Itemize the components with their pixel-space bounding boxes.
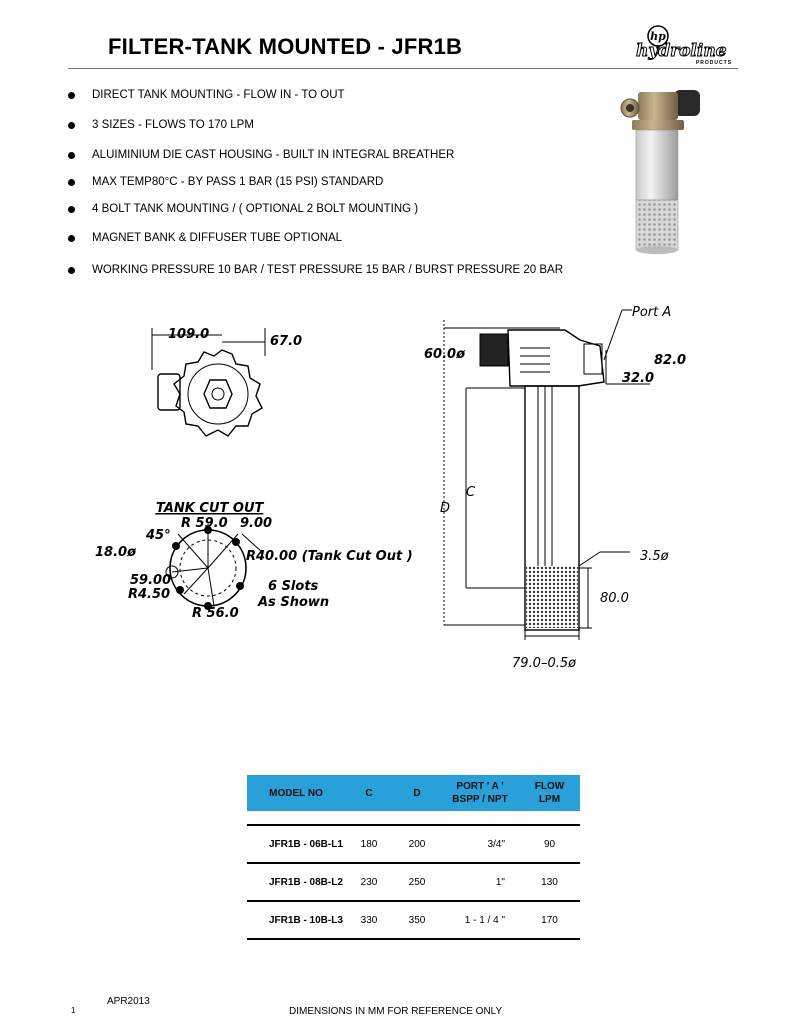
mounting-flange xyxy=(632,120,684,130)
dim-r59: R 59.0 xyxy=(181,516,228,531)
top-view xyxy=(152,328,265,436)
table-row xyxy=(247,825,580,863)
spec-table xyxy=(247,775,580,940)
feature-text: ALUIMINIUM DIE CAST HOUSING - BUILT IN INTEGRAL BREATHER xyxy=(92,149,455,161)
col-port-line2: BSPP / NPT xyxy=(452,794,508,805)
bullet-icon xyxy=(68,92,75,99)
page-number: 1 xyxy=(71,1006,76,1015)
dim-60-dia: 60.0ø xyxy=(424,347,466,362)
dim-9: 9.00 xyxy=(240,516,273,531)
feature-item xyxy=(68,149,454,161)
diffuser-mesh xyxy=(636,200,678,250)
tank-cutout-heading: TANK CUT OUT xyxy=(156,501,264,516)
feature-item xyxy=(68,203,418,215)
cell-port: 3/4" xyxy=(441,825,519,863)
feature-text: WORKING PRESSURE 10 BAR / TEST PRESSURE 15 BAR / BURST PRESSURE 20 BAR xyxy=(92,264,564,276)
footer-date: APR2013 xyxy=(107,996,150,1007)
feature-text: MAX TEMP80°C - BY PASS 1 BAR (15 PSI) STANDARD xyxy=(92,176,384,188)
filter-bowl xyxy=(636,130,678,200)
cell-c: 180 xyxy=(345,825,393,863)
feature-text: MAGNET BANK & DIFFUSER TUBE OPTIONAL xyxy=(92,232,343,244)
bullet-icon xyxy=(68,179,75,186)
cell-model: JFR1B - 10B-L3 xyxy=(247,901,345,939)
dim-45deg: 45° xyxy=(146,528,171,543)
cell-port: 1" xyxy=(441,863,519,901)
breather-block xyxy=(480,334,508,366)
table-row xyxy=(247,863,580,901)
bowl-bottom xyxy=(636,246,678,254)
feature-item xyxy=(68,119,254,131)
feature-item xyxy=(68,232,342,244)
port-a-label: Port A xyxy=(632,305,672,320)
table-row xyxy=(247,901,580,939)
feature-text: DIRECT TANK MOUNTING - FLOW IN - TO OUT xyxy=(92,89,345,101)
col-flow-line1: FLOW xyxy=(534,781,565,792)
dim-82: 82.0 xyxy=(654,353,687,368)
feature-text: 3 SIZES - FLOWS TO 170 LPM xyxy=(92,119,254,131)
dim-r4-5: R4.50 xyxy=(128,587,171,602)
table-spacer xyxy=(247,811,580,825)
logo-subtext: PRODUCTS xyxy=(695,60,733,66)
table-header-row xyxy=(247,775,580,811)
dim-59: 59.00 xyxy=(130,573,172,588)
cell-d: 200 xyxy=(393,825,441,863)
title-divider xyxy=(68,68,738,69)
bullet-icon xyxy=(68,206,75,213)
housing-head xyxy=(638,92,678,120)
filter-product-photo xyxy=(612,82,712,260)
dim-32: 32.0 xyxy=(622,371,655,386)
cell-c: 330 xyxy=(345,901,393,939)
feature-text: 4 BOLT TANK MOUNTING / ( OPTIONAL 2 BOLT MOUNTING ) xyxy=(92,203,419,215)
col-c: C xyxy=(345,775,393,811)
cell-d: 250 xyxy=(393,863,441,901)
dim-r40: R40.00 (Tank Cut Out ) xyxy=(246,549,413,564)
feature-item xyxy=(68,176,383,188)
bullet-icon xyxy=(68,122,75,129)
page-title: FILTER-TANK MOUNTED - JFR1B xyxy=(108,34,463,59)
dim-3-5-dia: 3.5ø xyxy=(640,549,669,564)
bullet-icon xyxy=(68,152,75,159)
dim-80: 80.0 xyxy=(600,591,629,606)
bullet-icon xyxy=(68,235,75,242)
bullet-icon xyxy=(68,267,75,274)
hydroline-logo xyxy=(630,22,740,66)
cell-d: 350 xyxy=(393,901,441,939)
cell-model: JFR1B - 08B-L2 xyxy=(247,863,345,901)
dim-67: 67.0 xyxy=(270,334,303,349)
cell-flow: 170 xyxy=(519,901,580,939)
slots-note-2: As Shown xyxy=(258,595,330,610)
cell-port: 1 - 1 / 4 " xyxy=(441,901,519,939)
logo-wordmark: hydroline xyxy=(636,41,727,61)
col-port xyxy=(441,775,519,811)
dim-79-dia: 79.0–0.5ø xyxy=(512,656,577,671)
col-port-line1: PORT ' A ' xyxy=(456,781,504,792)
cell-c: 230 xyxy=(345,863,393,901)
cell-flow: 130 xyxy=(519,863,580,901)
dim-c: C xyxy=(466,485,476,500)
port-hole xyxy=(626,104,634,112)
feature-item xyxy=(68,264,563,276)
logo-mark: hp xyxy=(650,30,666,43)
col-flow xyxy=(519,775,580,811)
cell-model: JFR1B - 06B-L1 xyxy=(247,825,345,863)
dim-18-dia: 18.0ø xyxy=(95,545,137,560)
dim-r56: R 56.0 xyxy=(192,606,239,621)
feature-item xyxy=(68,89,345,101)
technical-drawing xyxy=(0,290,800,680)
slots-note-1: 6 Slots xyxy=(268,579,319,594)
col-model: MODEL NO xyxy=(247,775,345,811)
dim-d: D xyxy=(440,501,451,516)
cell-flow: 90 xyxy=(519,825,580,863)
col-d: D xyxy=(393,775,441,811)
dim-109: 109.0 xyxy=(168,327,210,342)
col-flow-line2: LPM xyxy=(538,794,561,805)
footer-note: DIMENSIONS IN MM FOR REFERENCE ONLY xyxy=(289,1006,503,1017)
